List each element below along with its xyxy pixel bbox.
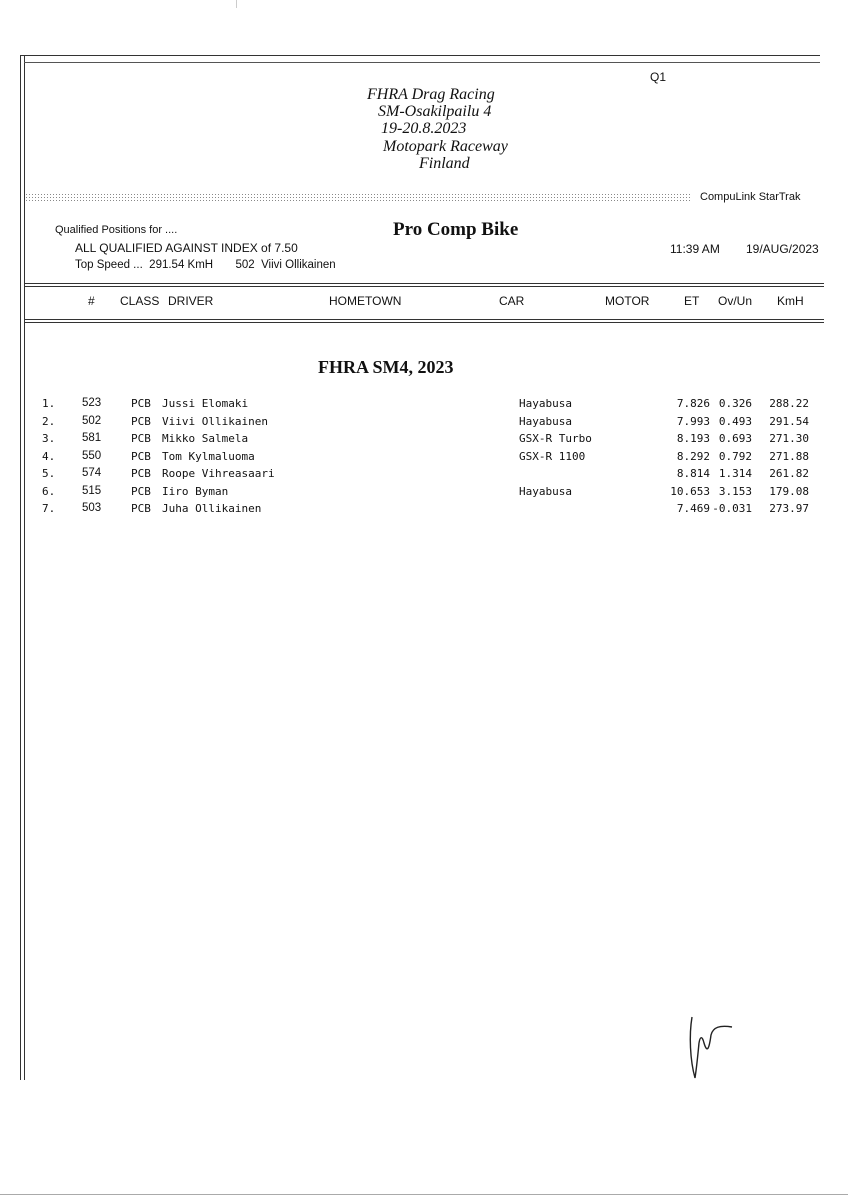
top-speed-value: 291.54 KmH [149,259,214,271]
col-ovun: Ov/Un [718,294,753,308]
cell-car: GSX-R 1100 [519,449,586,463]
cell-driver: Tom Kylmaluoma [162,449,255,463]
event-line-1: FHRA Drag Racing [367,86,495,103]
header-rule-bottom-2 [24,322,824,323]
cell-driver: Roope Vihreasaari [162,467,275,480]
table-row [0,432,848,449]
system-name: CompuLink StarTrak [700,191,801,203]
event-line-5: Finland [419,155,470,172]
col-car: CAR [499,294,525,308]
cell-car: Hayabusa [519,484,572,498]
cell-ovun: 0.493 [718,414,752,428]
cell-et: 8.814 [676,467,710,480]
event-line-4: Motopark Raceway [383,138,508,155]
scan-mark [236,0,237,8]
report-time: 11:39 AM [670,242,720,256]
qualified-label: Qualified Positions for .... [55,224,178,236]
cell-num: 581 [82,432,102,444]
col-hometown: HOMETOWN [329,294,402,308]
col-number: # [88,294,95,308]
table-row [0,467,848,484]
cell-ovun: 3.153 [718,484,752,498]
cell-kmh: 288.22 [769,397,809,410]
col-class: CLASS [120,294,160,308]
cell-cls: PCB [131,467,151,480]
qual-code: Q1 [650,70,667,84]
cell-num: 574 [82,467,102,479]
table-row [0,397,848,414]
cell-car: GSX-R Turbo [519,432,592,445]
cell-num: 502 [82,414,102,427]
top-speed-line [75,259,336,271]
table-row [0,485,848,502]
top-speed-driver: Viivi Ollikainen [261,259,336,271]
cell-pos: 6. [42,484,56,498]
cell-et: 10.653 [670,484,710,498]
header-rule-bottom [24,319,824,320]
header-rule-top [24,283,824,284]
table-row [0,502,848,519]
cell-kmh: 179.08 [769,484,809,498]
frame-top-line [20,55,820,56]
cell-cls: PCB [131,449,151,463]
cell-kmh: 271.88 [769,449,809,463]
cell-num: 515 [82,484,102,497]
frame-left-inner-line [24,55,25,1080]
cell-et: 7.826 [676,397,710,410]
cell-et: 8.292 [676,449,710,463]
cell-cls: PCB [131,432,151,445]
cell-kmh: 273.97 [769,502,809,515]
col-et: ET [684,294,700,308]
cell-et: 8.193 [676,432,710,445]
cell-cls: PCB [131,397,151,410]
cell-driver: Jussi Elomaki [162,397,249,410]
frame-left-line [20,55,21,1080]
col-kmh: KmH [777,294,804,308]
cell-driver: Viivi Ollikainen [162,414,268,428]
cell-et: 7.993 [676,414,710,428]
cell-pos: 7. [42,502,56,515]
class-title: Pro Comp Bike [393,219,519,240]
table-row [0,415,848,432]
header-rule-top-2 [24,286,824,287]
cell-driver: Juha Ollikainen [162,502,262,515]
col-motor: MOTOR [605,294,650,308]
cell-cls: PCB [131,484,151,498]
cell-ovun: 0.326 [718,397,752,410]
cell-pos: 1. [42,397,56,410]
cell-ovun: 0.693 [718,432,752,445]
cell-pos: 2. [42,414,56,428]
cell-car: Hayabusa [519,414,572,428]
cell-ovun: 1.314 [718,467,752,480]
signature [680,1005,740,1085]
top-speed-car: 502 [235,259,255,271]
cell-pos: 3. [42,432,56,445]
cell-ovun: -0.031 [712,502,752,515]
cell-et: 7.469 [676,502,710,515]
section-title: FHRA SM4, 2023 [318,357,454,377]
cell-pos: 5. [42,467,56,480]
top-speed-label: Top Speed ... [75,259,143,271]
frame-top-inner-line [24,62,820,63]
cell-driver: Mikko Salmela [162,432,249,445]
cell-cls: PCB [131,502,151,515]
report-date: 19/AUG/2023 [746,242,819,256]
cell-driver: Iiro Byman [162,484,229,498]
cell-num: 523 [82,397,102,409]
cell-pos: 4. [42,449,56,463]
page-bottom-line [0,1194,848,1195]
table-row [0,450,848,467]
index-line: ALL QUALIFIED AGAINST INDEX of 7.50 [75,241,298,255]
cell-kmh: 271.30 [769,432,809,445]
cell-kmh: 291.54 [769,414,809,428]
event-line-3: 19-20.8.2023 [381,120,467,137]
dotted-separator [25,193,690,202]
col-driver: DRIVER [168,294,214,308]
cell-car: Hayabusa [519,397,572,410]
cell-kmh: 261.82 [769,467,809,480]
cell-cls: PCB [131,414,151,428]
cell-ovun: 0.792 [718,449,752,463]
cell-num: 503 [82,502,102,514]
event-line-2: SM-Osakilpailu 4 [378,103,492,120]
cell-num: 550 [82,449,102,462]
